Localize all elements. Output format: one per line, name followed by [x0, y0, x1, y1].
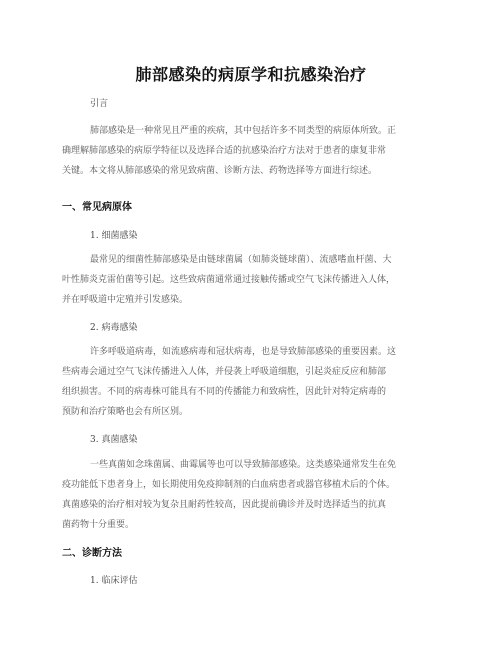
intro-heading: 引言 — [90, 99, 109, 109]
bacterial-paragraph — [62, 250, 442, 310]
subheading-fungal: 3. 真菌感染 — [90, 435, 138, 445]
viral-paragraph — [62, 342, 442, 422]
subheading-clinical-assessment: 1. 临床评估 — [90, 576, 138, 586]
paragraph-line: 组织损害。不同的病毒株可能具有不同的传播能力和致病性，因此针对特定病毒的 — [62, 387, 387, 397]
section-heading-pathogens: 一、常见病原体 — [62, 202, 132, 213]
paragraph-line: 并在呼吸道中定殖并引发感染。 — [62, 295, 189, 305]
paragraph-line: 些病毒会通过空气飞沫传播进入人体，并侵袭上呼吸道细胞，引起炎症反应和肺部 — [62, 367, 387, 377]
intro-paragraph — [62, 121, 442, 181]
fungal-paragraph — [62, 455, 442, 535]
paragraph-line: 叶性肺炎克雷伯菌等引起。这些致病菌通常通过接触传播或空气飞沫传播进入人体， — [62, 275, 396, 285]
section-heading-diagnosis: 二、诊断方法 — [62, 548, 122, 559]
subheading-bacterial: 1. 细菌感染 — [90, 231, 138, 241]
document-title: 肺部感染的病原学和抗感染治疗 — [135, 65, 367, 84]
subheading-viral: 2. 病毒感染 — [90, 323, 138, 333]
paragraph-line: 最常见的细菌性肺部感染是由链球菌属（如肺炎链球菌）、流感嗜血杆菌、大 — [90, 255, 392, 265]
paragraph-line: 预防和治疗策略也会有所区别。 — [62, 407, 189, 417]
paragraph-line: 一些真菌如念珠菌属、曲霉属等也可以导致肺部感染。这类感染通常发生在免 — [90, 460, 397, 470]
paragraph-line: 疫功能低下患者身上，如长期使用免疫抑制剂的白血病患者或器官移植术后的个体。 — [62, 480, 396, 490]
paragraph-line: 肺部感染是一种常见且严重的疾病，其中包括许多不同类型的病原体所致。正 — [90, 126, 397, 136]
paragraph-line: 许多呼吸道病毒，如流感病毒和冠状病毒，也是导致肺部感染的重要因素。这 — [90, 347, 397, 357]
paragraph-line: 关键。本文将从肺部感染的常见致病菌、诊断方法、药物选择等方面进行综述。 — [62, 166, 378, 176]
paragraph-line: 真菌感染的治疗相对较为复杂且耐药性较高，因此提前确诊并及时选择适当的抗真 — [62, 500, 387, 510]
paragraph-line: 确理解肺部感染的病原学特征以及选择合适的抗感染治疗方法对于患者的康复非常 — [62, 146, 387, 156]
paragraph-line: 菌药物十分重要。 — [62, 520, 135, 530]
